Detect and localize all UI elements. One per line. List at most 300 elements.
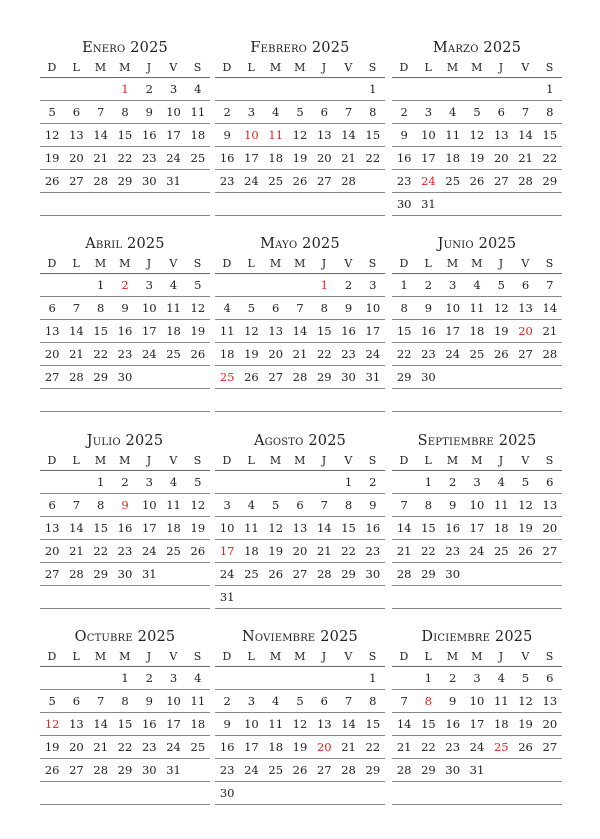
empty-day-cell: [441, 193, 465, 215]
empty-day-cell: [239, 274, 263, 296]
weekday-label: L: [247, 61, 256, 74]
week-row: [392, 667, 562, 690]
empty-day-cell: [312, 471, 336, 493]
day-cell: 20: [69, 151, 84, 165]
empty-day-cell: [288, 782, 312, 804]
month-title: Diciembre 2025: [421, 629, 533, 645]
day-cell: 21: [396, 740, 412, 754]
day-cell: 2: [449, 671, 457, 685]
day-cell: 2: [449, 475, 457, 489]
day-cell: 21: [93, 151, 109, 165]
day-cell: 16: [445, 521, 461, 535]
day-cell: 21: [341, 151, 356, 165]
weekday-header-row: [392, 256, 562, 274]
week-row: [392, 586, 562, 609]
day-cell: 28: [396, 567, 412, 581]
week-row: [215, 274, 385, 297]
weekday-label: V: [344, 650, 353, 663]
day-cell: 22: [396, 347, 412, 361]
day-cell: 22: [421, 544, 436, 558]
day-cell: 4: [497, 671, 505, 685]
weekday-label: L: [424, 61, 433, 74]
day-cell: 27: [316, 174, 332, 188]
day-cell: 16: [396, 151, 412, 165]
week-row: [40, 517, 210, 540]
empty-day-cell: [113, 782, 137, 804]
day-cell: 19: [44, 151, 60, 165]
day-cell: 18: [244, 544, 259, 558]
weekday-label: M: [446, 257, 459, 270]
day-cell: 26: [518, 544, 533, 558]
day-cell: 31: [219, 590, 235, 604]
empty-day-cell: [239, 782, 263, 804]
empty-day-cell: [288, 193, 312, 215]
day-cell: 9: [145, 694, 153, 708]
day-cell: 5: [194, 475, 202, 489]
week-row: [40, 667, 210, 690]
empty-day-cell: [215, 78, 239, 100]
month-title: Agosto 2025: [253, 433, 347, 449]
weekday-label: J: [321, 257, 327, 270]
day-cell: 29: [93, 370, 109, 384]
day-cell: 5: [48, 105, 56, 119]
day-cell: 1: [97, 278, 105, 292]
empty-day-cell: [40, 586, 64, 608]
week-row: [392, 713, 562, 736]
day-cell: 10: [166, 105, 181, 119]
day-cell: 18: [493, 717, 509, 731]
empty-day-cell: [392, 389, 416, 411]
week-row: [40, 586, 210, 609]
day-cell: 30: [445, 763, 461, 777]
day-cell: 7: [320, 498, 328, 512]
month-title: Mayo 2025: [260, 236, 340, 252]
day-cell: 27: [69, 174, 84, 188]
empty-day-cell: [264, 586, 288, 608]
day-cell: 9: [121, 301, 129, 315]
empty-day-cell: [186, 389, 210, 411]
week-row: [215, 540, 385, 563]
day-cell: 29: [93, 567, 109, 581]
day-cell: 7: [344, 694, 353, 708]
day-cell: 13: [69, 717, 84, 731]
day-grid: [40, 78, 210, 216]
week-row: [215, 471, 385, 494]
day-cell: 23: [421, 347, 436, 361]
weekday-label: J: [146, 454, 152, 467]
day-cell: 5: [296, 694, 304, 708]
day-cell: 31: [469, 763, 485, 777]
day-cell: 26: [244, 370, 259, 384]
empty-day-cell: [336, 78, 360, 100]
day-cell: 11: [469, 301, 485, 315]
week-row: [40, 759, 210, 782]
week-row: [215, 170, 385, 193]
day-grid: [40, 667, 210, 805]
day-cell: 5: [272, 498, 280, 512]
holiday-day-cell: 10: [244, 128, 259, 142]
day-cell: 22: [365, 151, 381, 165]
day-cell: 10: [365, 301, 381, 315]
day-cell: 25: [244, 567, 259, 581]
weekday-label: D: [222, 61, 232, 74]
weekday-label: J: [498, 61, 504, 74]
week-row: [392, 540, 562, 563]
day-cell: 6: [48, 498, 56, 512]
weekday-label: V: [521, 650, 530, 663]
day-cell: 11: [493, 694, 509, 708]
weekday-label: S: [368, 454, 377, 467]
day-cell: 11: [166, 498, 181, 512]
day-cell: 13: [542, 498, 558, 512]
empty-day-cell: [441, 78, 465, 100]
holiday-day-cell: 12: [44, 717, 60, 731]
empty-day-cell: [392, 667, 416, 689]
day-cell: 12: [292, 717, 308, 731]
day-cell: 12: [190, 498, 206, 512]
day-cell: 3: [223, 498, 231, 512]
day-cell: 3: [247, 694, 256, 708]
day-cell: 9: [369, 498, 377, 512]
empty-day-cell: [186, 782, 210, 804]
week-row: [40, 494, 210, 517]
weekday-label: D: [399, 61, 409, 74]
day-cell: 10: [421, 128, 436, 142]
day-cell: 26: [493, 347, 509, 361]
day-cell: 19: [44, 740, 60, 754]
day-cell: 26: [292, 763, 308, 777]
day-cell: 7: [296, 301, 304, 315]
day-cell: 26: [190, 347, 206, 361]
weekday-label: M: [269, 650, 282, 663]
day-cell: 1: [97, 475, 105, 489]
day-cell: 31: [421, 197, 436, 211]
weekday-label: D: [399, 650, 409, 663]
empty-day-cell: [215, 667, 239, 689]
day-cell: 10: [469, 498, 485, 512]
day-cell: 17: [469, 717, 485, 731]
week-row: [40, 736, 210, 759]
day-cell: 8: [320, 301, 328, 315]
weekday-header-row: [40, 60, 210, 78]
day-cell: 11: [190, 694, 206, 708]
empty-day-cell: [312, 78, 336, 100]
month-title: Julio 2025: [86, 433, 164, 449]
day-cell: 1: [369, 82, 377, 96]
day-grid: [215, 274, 385, 412]
empty-day-cell: [465, 78, 489, 100]
weekday-label: L: [247, 454, 256, 467]
empty-day-cell: [489, 782, 513, 804]
weekday-label: M: [119, 257, 131, 270]
day-cell: 6: [546, 475, 554, 489]
day-cell: 25: [445, 174, 461, 188]
weekday-label: M: [471, 650, 483, 663]
weekday-label: M: [471, 454, 483, 467]
weekday-label: D: [399, 257, 409, 270]
day-cell: 29: [542, 174, 558, 188]
day-cell: 13: [268, 324, 284, 338]
day-cell: 10: [219, 521, 235, 535]
day-cell: 23: [141, 740, 157, 754]
day-cell: 21: [69, 544, 84, 558]
day-grid: [215, 667, 385, 805]
empty-day-cell: [513, 366, 537, 388]
day-cell: 6: [48, 301, 56, 315]
week-row: [215, 690, 385, 713]
day-cell: 4: [194, 82, 202, 96]
weekday-label: M: [119, 650, 131, 663]
week-row: [215, 343, 385, 366]
day-cell: 17: [244, 740, 259, 754]
day-cell: 19: [268, 544, 284, 558]
day-cell: 3: [473, 475, 481, 489]
day-cell: 5: [497, 278, 505, 292]
day-cell: 21: [341, 740, 356, 754]
weekday-label: J: [146, 257, 152, 270]
day-grid: [392, 471, 562, 609]
week-row: [40, 78, 210, 101]
empty-day-cell: [513, 586, 537, 608]
day-cell: 30: [141, 763, 157, 777]
day-cell: 13: [44, 521, 60, 535]
day-cell: 15: [341, 521, 356, 535]
day-cell: 28: [518, 174, 533, 188]
empty-day-cell: [392, 78, 416, 100]
day-cell: 9: [145, 105, 153, 119]
day-grid: [392, 667, 562, 805]
day-cell: 8: [400, 301, 408, 315]
week-row: [215, 736, 385, 759]
day-cell: 12: [44, 128, 60, 142]
day-cell: 6: [72, 105, 81, 119]
day-cell: 24: [166, 740, 181, 754]
weekday-header-row: [392, 60, 562, 78]
day-cell: 9: [223, 128, 231, 142]
weekday-label: M: [446, 650, 459, 663]
day-cell: 18: [268, 740, 284, 754]
empty-day-cell: [336, 389, 360, 411]
day-cell: 3: [247, 105, 256, 119]
holiday-day-cell: 20: [316, 740, 332, 754]
empty-day-cell: [489, 366, 513, 388]
day-cell: 27: [493, 174, 509, 188]
empty-day-cell: [186, 563, 210, 585]
empty-day-cell: [64, 274, 88, 296]
empty-day-cell: [288, 78, 312, 100]
day-cell: 14: [93, 128, 109, 142]
empty-day-cell: [264, 471, 288, 493]
weekday-label: V: [344, 454, 353, 467]
empty-day-cell: [361, 389, 385, 411]
day-cell: 6: [521, 278, 530, 292]
day-cell: 9: [449, 498, 457, 512]
day-cell: 16: [141, 128, 157, 142]
weekday-label: V: [521, 61, 530, 74]
day-cell: 14: [396, 521, 412, 535]
empty-day-cell: [64, 667, 88, 689]
weekday-header-row: [215, 649, 385, 667]
holiday-day-cell: 25: [493, 740, 509, 754]
day-cell: 26: [292, 174, 308, 188]
empty-day-cell: [336, 586, 360, 608]
day-cell: 22: [93, 347, 109, 361]
day-cell: 23: [341, 347, 356, 361]
day-cell: 11: [244, 521, 259, 535]
weekday-label: D: [222, 454, 232, 467]
day-cell: 19: [292, 151, 308, 165]
empty-day-cell: [137, 586, 161, 608]
weekday-label: V: [169, 257, 178, 270]
holiday-day-cell: 1: [121, 82, 129, 96]
day-cell: 11: [190, 105, 206, 119]
day-cell: 18: [190, 128, 206, 142]
day-cell: 12: [244, 324, 259, 338]
weekday-header-row: [40, 453, 210, 471]
day-cell: 15: [396, 324, 412, 338]
empty-day-cell: [312, 586, 336, 608]
empty-day-cell: [441, 782, 465, 804]
empty-day-cell: [361, 782, 385, 804]
week-row: [392, 389, 562, 412]
empty-day-cell: [89, 389, 113, 411]
day-cell: 17: [469, 521, 485, 535]
week-row: [215, 101, 385, 124]
empty-day-cell: [513, 193, 537, 215]
empty-day-cell: [465, 563, 489, 585]
day-grid: [40, 274, 210, 412]
empty-day-cell: [264, 193, 288, 215]
empty-day-cell: [137, 782, 161, 804]
day-cell: 24: [469, 740, 485, 754]
day-cell: 24: [445, 347, 461, 361]
day-cell: 3: [424, 105, 433, 119]
empty-day-cell: [89, 78, 113, 100]
weekday-header-row: [215, 453, 385, 471]
day-cell: 16: [117, 521, 133, 535]
weekday-label: D: [222, 650, 232, 663]
empty-day-cell: [239, 389, 263, 411]
day-cell: 16: [219, 740, 235, 754]
week-row: [215, 389, 385, 412]
day-cell: 12: [190, 301, 206, 315]
empty-day-cell: [336, 193, 360, 215]
weekday-label: D: [399, 454, 409, 467]
day-cell: 19: [190, 324, 206, 338]
day-cell: 19: [493, 324, 509, 338]
day-cell: 23: [117, 347, 133, 361]
day-cell: 2: [400, 105, 408, 119]
day-cell: 4: [473, 278, 481, 292]
empty-day-cell: [215, 274, 239, 296]
weekday-label: S: [193, 61, 202, 74]
day-cell: 20: [542, 717, 558, 731]
week-row: [392, 147, 562, 170]
day-cell: 9: [424, 301, 433, 315]
week-row: [215, 517, 385, 540]
empty-day-cell: [264, 274, 288, 296]
empty-day-cell: [161, 193, 185, 215]
empty-day-cell: [161, 389, 185, 411]
day-cell: 10: [469, 694, 485, 708]
empty-day-cell: [288, 389, 312, 411]
month-title: Marzo 2025: [432, 40, 522, 56]
day-cell: 30: [117, 567, 133, 581]
day-cell: 23: [219, 174, 235, 188]
empty-day-cell: [416, 586, 440, 608]
day-cell: 20: [44, 347, 60, 361]
day-cell: 17: [141, 324, 157, 338]
day-cell: 7: [72, 301, 81, 315]
day-cell: 12: [493, 301, 509, 315]
empty-day-cell: [264, 389, 288, 411]
empty-day-cell: [239, 586, 263, 608]
week-row: [392, 320, 562, 343]
week-row: [392, 759, 562, 782]
empty-day-cell: [489, 389, 513, 411]
day-cell: 4: [169, 278, 178, 292]
day-cell: 1: [369, 671, 377, 685]
day-cell: 13: [69, 128, 84, 142]
week-row: [215, 667, 385, 690]
day-cell: 23: [445, 544, 461, 558]
day-cell: 27: [69, 763, 84, 777]
weekday-label: M: [446, 61, 459, 74]
day-cell: 1: [546, 82, 554, 96]
empty-day-cell: [186, 586, 210, 608]
day-cell: 26: [518, 740, 533, 754]
day-cell: 16: [219, 151, 235, 165]
month-title: Abril 2025: [85, 236, 165, 252]
holiday-day-cell: 17: [219, 544, 235, 558]
day-cell: 30: [219, 786, 235, 800]
week-row: [40, 343, 210, 366]
day-cell: 4: [194, 671, 202, 685]
day-cell: 18: [166, 324, 181, 338]
day-cell: 29: [365, 763, 381, 777]
week-row: [392, 471, 562, 494]
day-cell: 12: [268, 521, 284, 535]
empty-day-cell: [137, 389, 161, 411]
day-cell: 15: [316, 324, 332, 338]
week-row: [40, 366, 210, 389]
empty-day-cell: [137, 366, 161, 388]
day-cell: 9: [400, 128, 408, 142]
day-cell: 26: [469, 174, 485, 188]
holiday-day-cell: 8: [424, 694, 433, 708]
week-row: [392, 782, 562, 805]
day-cell: 17: [445, 324, 461, 338]
empty-day-cell: [40, 782, 64, 804]
weekday-label: M: [471, 61, 483, 74]
day-cell: 2: [121, 475, 129, 489]
day-cell: 30: [141, 174, 157, 188]
day-cell: 27: [44, 370, 60, 384]
day-cell: 20: [493, 151, 509, 165]
empty-day-cell: [40, 389, 64, 411]
empty-day-cell: [489, 193, 513, 215]
day-cell: 5: [521, 671, 530, 685]
day-cell: 31: [166, 174, 181, 188]
weekday-label: D: [222, 257, 232, 270]
day-cell: 14: [69, 521, 84, 535]
weekday-label: S: [193, 257, 202, 270]
week-row: [215, 586, 385, 609]
day-cell: 27: [316, 763, 332, 777]
day-cell: 4: [247, 498, 256, 512]
empty-day-cell: [489, 759, 513, 781]
day-cell: 25: [268, 174, 284, 188]
